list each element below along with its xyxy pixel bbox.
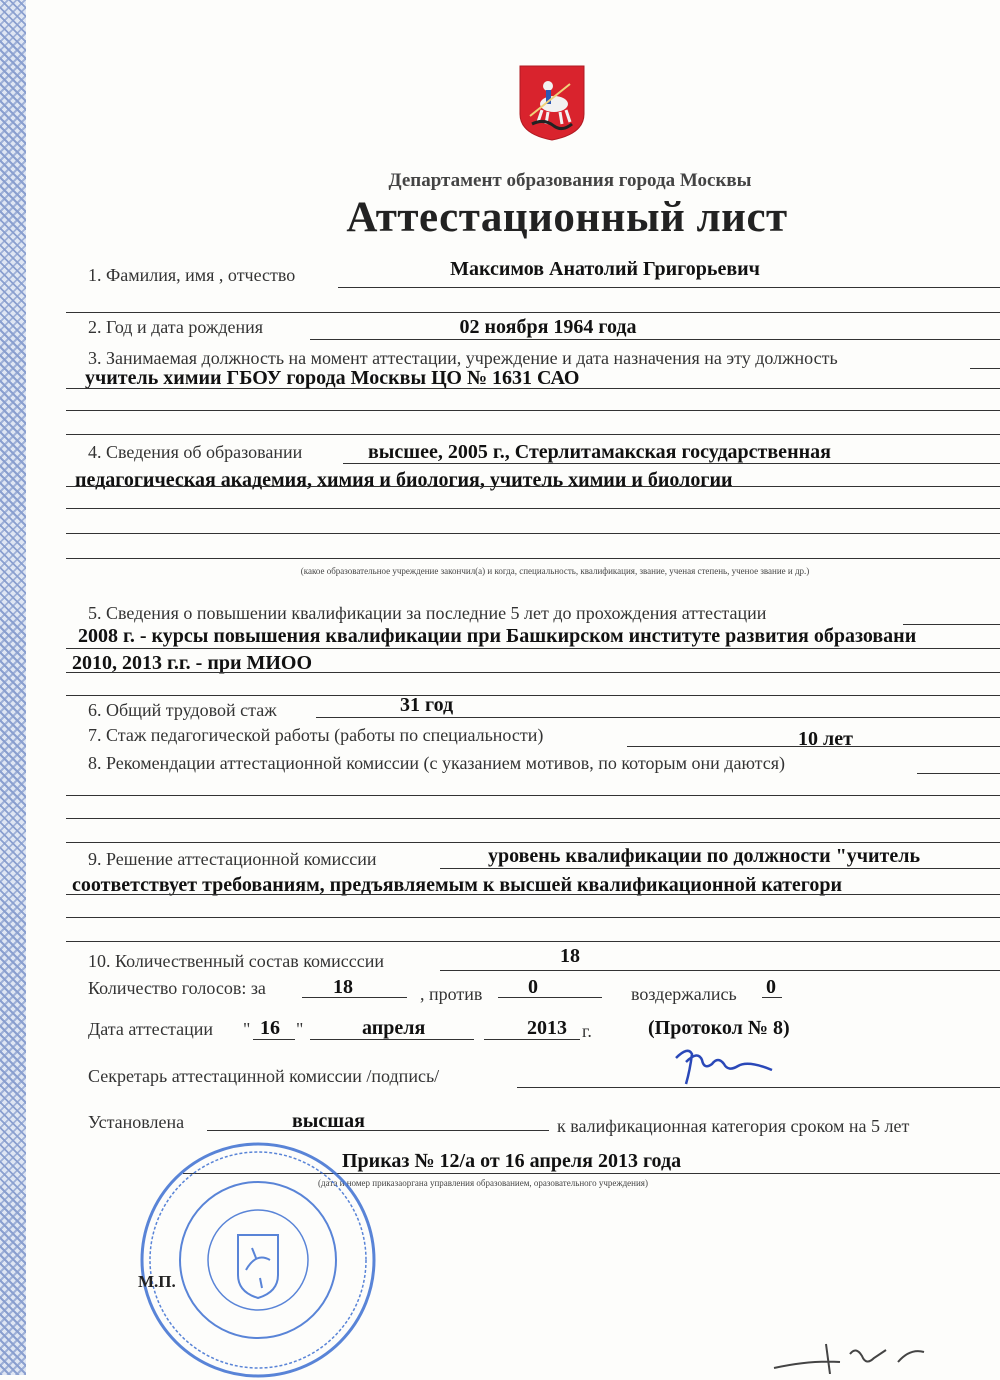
quote-close: " xyxy=(296,1019,304,1039)
field-3-label: 3. Занимаемая должность на момент аттестации, учреждение и дата назначения на эту должность xyxy=(88,348,838,368)
order-hint: (дата и номер приказаоргана управления образованием, оразовательного учреждения) xyxy=(318,1178,648,1188)
mp-label: М.П. xyxy=(138,1272,176,1291)
director-signature-icon xyxy=(770,1340,930,1374)
underline xyxy=(66,434,1000,435)
date-day: 16 xyxy=(260,1017,280,1039)
field-9-label: 9. Решение аттестационной комиссии xyxy=(88,849,377,869)
underline xyxy=(66,894,1000,895)
underline xyxy=(903,624,1000,625)
against-label: , против xyxy=(420,984,483,1004)
abstain-label: воздержались xyxy=(631,984,737,1004)
field-5-value-line-1: 2008 г. - курсы повышения квалификации при Башкирском институте развития образовани xyxy=(78,625,917,647)
date-year: 2013 xyxy=(527,1017,567,1039)
field-10-value: 18 xyxy=(560,945,580,967)
field-2-value: 02 ноября 1964 года xyxy=(459,316,637,338)
field-3-value: учитель химии ГБОУ города Москвы ЦО № 1631 САО xyxy=(85,367,580,389)
quote-open: " xyxy=(243,1019,251,1039)
underline xyxy=(302,997,407,998)
field-7-value: 10 лет xyxy=(798,728,853,750)
underline xyxy=(66,695,1000,696)
underline xyxy=(498,997,602,998)
secretary-signature-icon xyxy=(668,1040,778,1090)
underline xyxy=(440,868,1000,869)
field-4-hint: (какое образовательное учреждение закончил(а) и когда, специальность, квалификация, звание, ученая степень, ученое звание и др.) xyxy=(300,566,810,576)
decorative-border xyxy=(0,0,26,1375)
votes-for-value: 18 xyxy=(333,976,353,998)
underline xyxy=(66,941,1000,942)
year-suffix: г. xyxy=(582,1021,592,1041)
underline xyxy=(66,410,1000,411)
underline xyxy=(66,672,1000,673)
underline xyxy=(440,970,1000,971)
moscow-coat-of-arms-icon xyxy=(518,64,586,142)
underline xyxy=(917,773,1000,774)
field-1-value: Максимов Анатолий Григорьевич xyxy=(450,258,760,280)
votes-label: Количество голосов: за xyxy=(88,978,266,998)
field-4-value-line-2: педагогическая академия, химия и биология, учитель химии и биологии xyxy=(75,469,733,491)
underline xyxy=(66,795,1000,796)
field-1-label: 1. Фамилия, имя , отчество xyxy=(88,265,296,285)
page-title: Аттестационный лист xyxy=(346,194,788,241)
underline xyxy=(66,388,1000,389)
underline xyxy=(66,508,1000,509)
field-2-label: 2. Год и дата рождения xyxy=(88,317,264,337)
field-6-value: 31 год xyxy=(400,694,454,716)
underline xyxy=(66,648,1000,649)
field-5-value-line-2: 2010, 2013 г.г. - при МИОО xyxy=(72,652,313,674)
underline xyxy=(66,533,1000,534)
votes-abstain-value: 0 xyxy=(766,976,776,998)
underline xyxy=(310,1039,474,1040)
order-value: Приказ № 12/а от 16 апреля 2013 года xyxy=(342,1150,682,1172)
field-10-label: 10. Количественный состав комисссии xyxy=(88,951,384,971)
underline xyxy=(310,339,1000,340)
date-label: Дата аттестации xyxy=(88,1019,214,1039)
votes-against-value: 0 xyxy=(528,976,538,998)
field-5-label: 5. Сведения о повышении квалификации за последние 5 лет до прохождения аттестации xyxy=(88,603,767,623)
field-6-label: 6. Общий трудовой стаж xyxy=(88,700,277,720)
underline xyxy=(338,287,1000,288)
underline xyxy=(66,486,1000,487)
underline xyxy=(316,717,1000,718)
established-label: Установлена xyxy=(88,1112,185,1132)
underline xyxy=(762,997,782,998)
field-4-value-line-1: высшее, 2005 г., Стерлитамакская государственная xyxy=(368,441,831,463)
established-value: высшая xyxy=(292,1110,365,1132)
official-stamp-icon xyxy=(128,1140,388,1380)
underline xyxy=(66,312,1000,313)
underline xyxy=(343,463,1000,464)
underline xyxy=(970,368,1000,369)
date-month: апреля xyxy=(362,1017,426,1039)
department-name: Департамент образования города Москвы xyxy=(388,170,752,191)
underline xyxy=(66,558,1000,559)
secretary-label: Секретарь аттестацинной комиссии /подпись/ xyxy=(88,1066,440,1086)
underline xyxy=(207,1130,549,1131)
underline xyxy=(484,1039,580,1040)
field-9-value-line-2: соответствует требованиям, предъявляемым к высшей квалификационной категори xyxy=(72,874,843,896)
field-8-label: 8. Рекомендации аттестационной комиссии (с указанием мотивов, по которым они даются) xyxy=(88,753,786,773)
protocol-number: (Протокол № 8) xyxy=(648,1017,790,1039)
field-4-label: 4. Сведения об образовании xyxy=(88,442,303,462)
field-7-label: 7. Стаж педагогической работы (работы по специальности) xyxy=(88,725,544,745)
category-text: к валификационная категория сроком на 5 лет xyxy=(557,1116,910,1136)
underline xyxy=(253,1039,295,1040)
field-9-value-line-1: уровень квалификации по должности "учитель xyxy=(488,845,921,867)
underline xyxy=(66,818,1000,819)
underline xyxy=(66,917,1000,918)
underline xyxy=(66,842,1000,843)
